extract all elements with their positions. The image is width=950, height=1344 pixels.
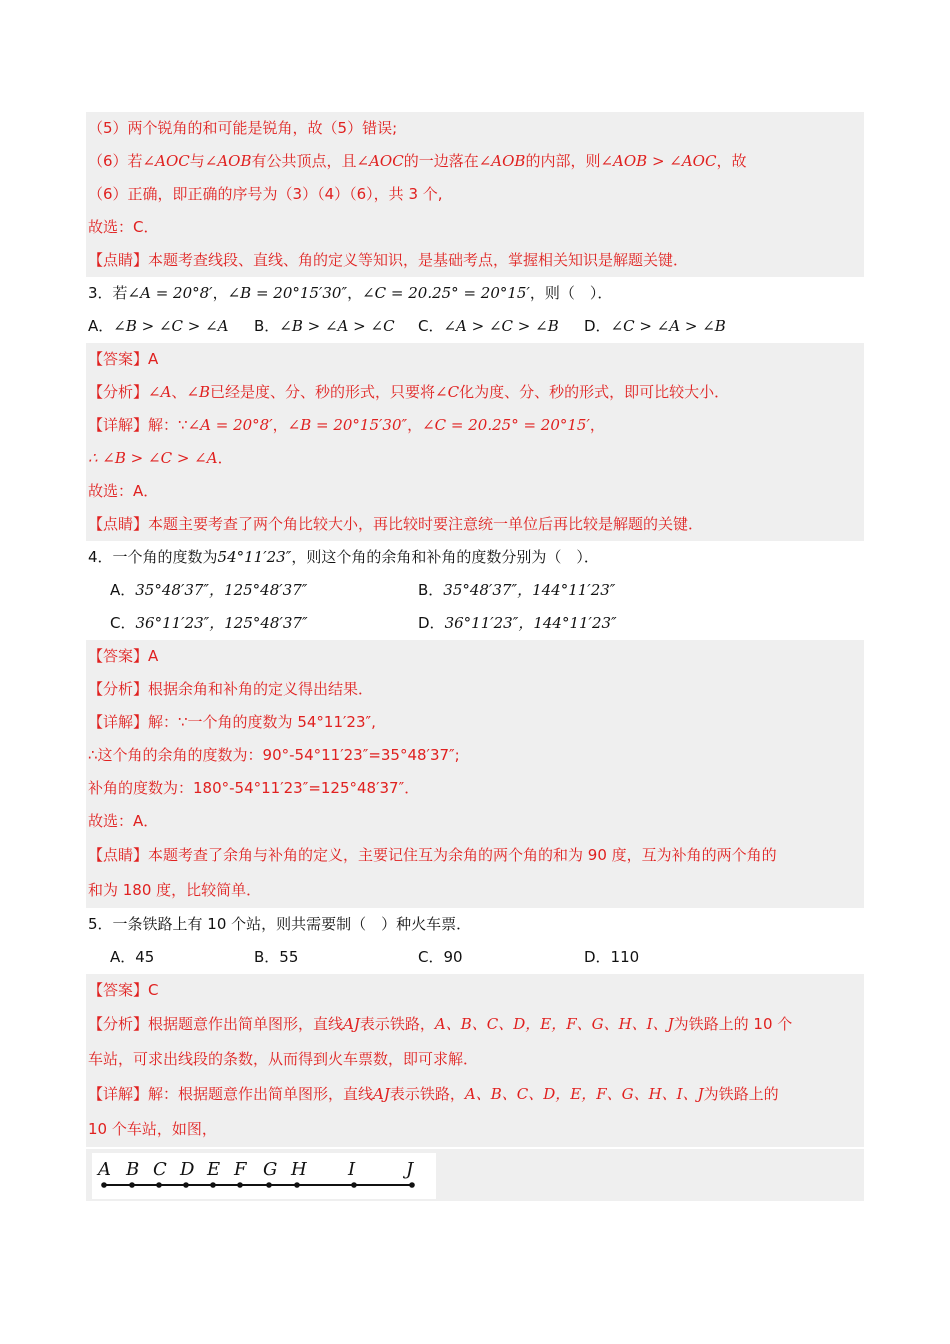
text: ，则（ ）． [529,284,613,302]
q4-option-b [418,574,615,607]
q4-choice [86,805,864,838]
math: ∠AOB > ∠AOC [600,152,717,170]
text: 为铁路上的 [703,1085,779,1103]
math: ∠AOC [356,152,404,170]
math: ∠A = 20°8′ [127,284,213,302]
text: ，故 [716,152,747,170]
q5-option-a: A．45 [110,948,155,966]
station-label-j: J [406,1159,414,1180]
text: ， [272,416,288,434]
text: 表示铁路， [359,1015,435,1033]
text: 化为度、分、秒的形式，即可比较大小． [459,383,730,401]
q3-option-c [418,310,559,343]
detail-tag: 【详解】 [88,1085,149,1103]
text: ， [347,284,363,302]
q3-option-b [254,310,395,343]
q5-answer [86,974,864,1007]
answer-value: A [148,647,159,665]
station-label-g: G [263,1159,278,1180]
text: 本题考查了余角与补角的定义，主要记住互为余角的两个角的和为 90 度，互为补角的两个角的 [148,846,777,864]
option-label: A． [88,317,114,335]
comment-tag: 【点睛】 [88,515,149,533]
math: 36°11′23″，125°48′37″ [135,614,308,632]
prev-line-6b [86,178,864,211]
math: ∠B = 20°15′30″ [287,416,408,434]
text: ， [212,284,228,302]
railway-figure-area [86,1149,864,1201]
math: ∠C = 20.25° = 20°15′ [422,416,590,434]
text: 车站，可求出线段的条数，从而得到火车票数，即可求解． [88,1050,479,1068]
q3-stem [86,277,864,310]
q4-options-row-1 [86,574,864,607]
math: ∠B > ∠C > ∠A [113,317,229,335]
document-page [86,112,864,1201]
q3-choice [86,475,864,508]
q4-answer [86,640,864,673]
math: ∠A = 20°8′ [187,416,273,434]
text: 的内部，则 [525,152,601,170]
analysis-tag: 【分析】 [88,383,149,401]
option-label: D． [584,317,611,335]
station-point-h [294,1182,300,1188]
prev-comment [86,244,864,277]
math: ∠C [435,383,460,401]
q3-comment [86,508,864,541]
comment-tag: 【点睛】 [88,251,149,269]
text: ． [217,449,233,467]
station-point-e [210,1182,216,1188]
station-point-d [183,1182,189,1188]
math: ∠AOB [204,152,252,170]
option-label: C． [110,614,136,632]
text: 和为 180 度，比较简单． [88,881,262,899]
q4-step-2 [86,772,864,805]
math: ∠AOC [142,152,190,170]
q4-option-a [110,574,307,607]
analysis-tag: 【分析】 [88,680,149,698]
answer-value: C [148,981,159,999]
comment-tag: 【点睛】 [88,846,149,864]
text: 本题考查线段、直线、角的定义等知识，是基础考点，掌握相关知识是解题关键． [148,251,689,269]
q3-analysis [86,376,864,409]
text: （6）正确，即正确的序号为（3）（4）（6），共 3 个, [88,185,443,203]
text: 表示铁路， [389,1085,465,1103]
math: ∴ ∠B > ∠C > ∠A [88,449,218,467]
math: A、B、C、D，E，F、G、H、I、J [434,1015,674,1033]
detail-tag: 【详解】 [88,416,149,434]
text: 5．一条铁路上有 10 个站，则共需要制（ ）种火车票． [88,915,472,933]
math: 35°48′37″，144°11′23″ [443,581,616,599]
math: ∠C > ∠A > ∠B [610,317,726,335]
q5-analysis-2 [86,1042,864,1077]
analysis-tag: 【分析】 [88,1015,149,1033]
answer-tag: 【答案】 [88,981,149,999]
answer-tag: 【答案】 [88,350,149,368]
station-label-f: F [234,1159,247,1180]
text: （6）若 [88,152,143,170]
math: ∠AOB [478,152,526,170]
text: 解：∵ [148,416,188,434]
option-label: A． [110,581,136,599]
text: 、 [171,383,187,401]
q4-comment-1 [86,838,864,873]
q5-option-c: C．90 [418,948,463,966]
q3-options [86,310,864,343]
q3-answer [86,343,864,376]
station-label-i: I [348,1159,356,1180]
q4-detail [86,706,864,739]
station-label-h: H [291,1159,307,1180]
text: （5）两个锐角的和可能是锐角，故（5）错误; [88,119,398,137]
q5-detail-2 [86,1112,864,1147]
q4-analysis [86,673,864,706]
q4-options-row-2 [86,607,864,640]
option-label: B． [418,581,444,599]
q5-detail-1 [86,1077,864,1112]
option-label: C． [418,317,444,335]
station-label-a: A [98,1159,111,1180]
math: ∠A [148,383,172,401]
option-label: B． [254,317,280,335]
station-point-f [237,1182,243,1188]
math: AJ [343,1015,360,1033]
answer-value: A [148,350,159,368]
station-label-c: C [153,1159,167,1180]
station-point-b [129,1182,135,1188]
station-label-d: D [180,1159,195,1180]
text: ， [407,416,423,434]
text: 已经是度、分、秒的形式，只要将 [210,383,436,401]
math: ∠A > ∠C > ∠B [443,317,559,335]
text: 本题主要考查了两个角比较大小，再比较时要注意统一单位后再比较是解题的关键． [148,515,704,533]
station-label-e: E [207,1159,221,1180]
text: 故选：A． [88,812,159,830]
math: ∠B [186,383,211,401]
railway-diagram [92,1153,436,1199]
text: 有公共顶点，且 [251,152,357,170]
station-label-b: B [126,1159,140,1180]
text: 故选：C． [88,218,159,236]
text: 故选：A． [88,482,159,500]
text: ， [589,416,605,434]
railway-figure [92,1153,436,1199]
option-label: D． [418,614,445,632]
text: 为铁路上的 10 个 [673,1015,793,1033]
text: ，则这个角的余角和补角的度数分别为（ ）． [291,548,599,566]
q3-therefore [86,442,864,475]
math: ∠B > ∠A > ∠C [279,317,395,335]
text: 根据余角和补角的定义得出结果． [148,680,374,698]
text: 10 个车站，如图， [88,1120,217,1138]
text: 根据题意作出简单图形，直线 [148,1015,344,1033]
station-point-a [101,1182,107,1188]
text: 3．若 [88,284,128,302]
q3-option-d [584,310,726,343]
q5-analysis-1 [86,1007,864,1042]
q3-detail [86,409,864,442]
text: 解：∵一个角的度数为 54°11′23″, [148,713,376,731]
text: 的一边落在 [403,152,479,170]
q5-stem [86,908,864,941]
math: 36°11′23″，144°11′23″ [444,614,617,632]
prev-line-5 [86,112,864,145]
q3-option-a [88,310,229,343]
math: A、B、C、D，E，F、G、H、I、J [464,1085,704,1103]
detail-tag: 【详解】 [88,713,149,731]
station-point-j [409,1182,415,1188]
q5-option-d: D．110 [584,948,640,966]
q4-step-1 [86,739,864,772]
station-point-g [266,1182,272,1188]
prev-choice [86,211,864,244]
math: ∠C = 20.25° = 20°15′ [362,284,530,302]
q4-comment-2 [86,873,864,908]
q5-options [86,941,864,974]
prev-line-6a [86,145,864,178]
station-point-c [156,1182,162,1188]
q4-stem [86,541,864,574]
math: AJ [373,1085,390,1103]
text: 解：根据题意作出简单图形，直线 [148,1085,374,1103]
q4-option-d [418,607,617,640]
station-point-i [351,1182,357,1188]
math: 54°11′23″ [217,548,292,566]
text: ∴这个角的余角的度数为：90°-54°11′23″=35°48′37″; [88,746,460,764]
q4-option-c [110,607,308,640]
text: 与 [189,152,205,170]
q5-option-b: B．55 [254,948,299,966]
text: 4．一个角的度数为 [88,548,218,566]
answer-tag: 【答案】 [88,647,149,665]
math: 35°48′37″，125°48′37″ [135,581,308,599]
text: 补角的度数为：180°-54°11′23″=125°48′37″． [88,779,420,797]
math: ∠B = 20°15′30″ [227,284,348,302]
